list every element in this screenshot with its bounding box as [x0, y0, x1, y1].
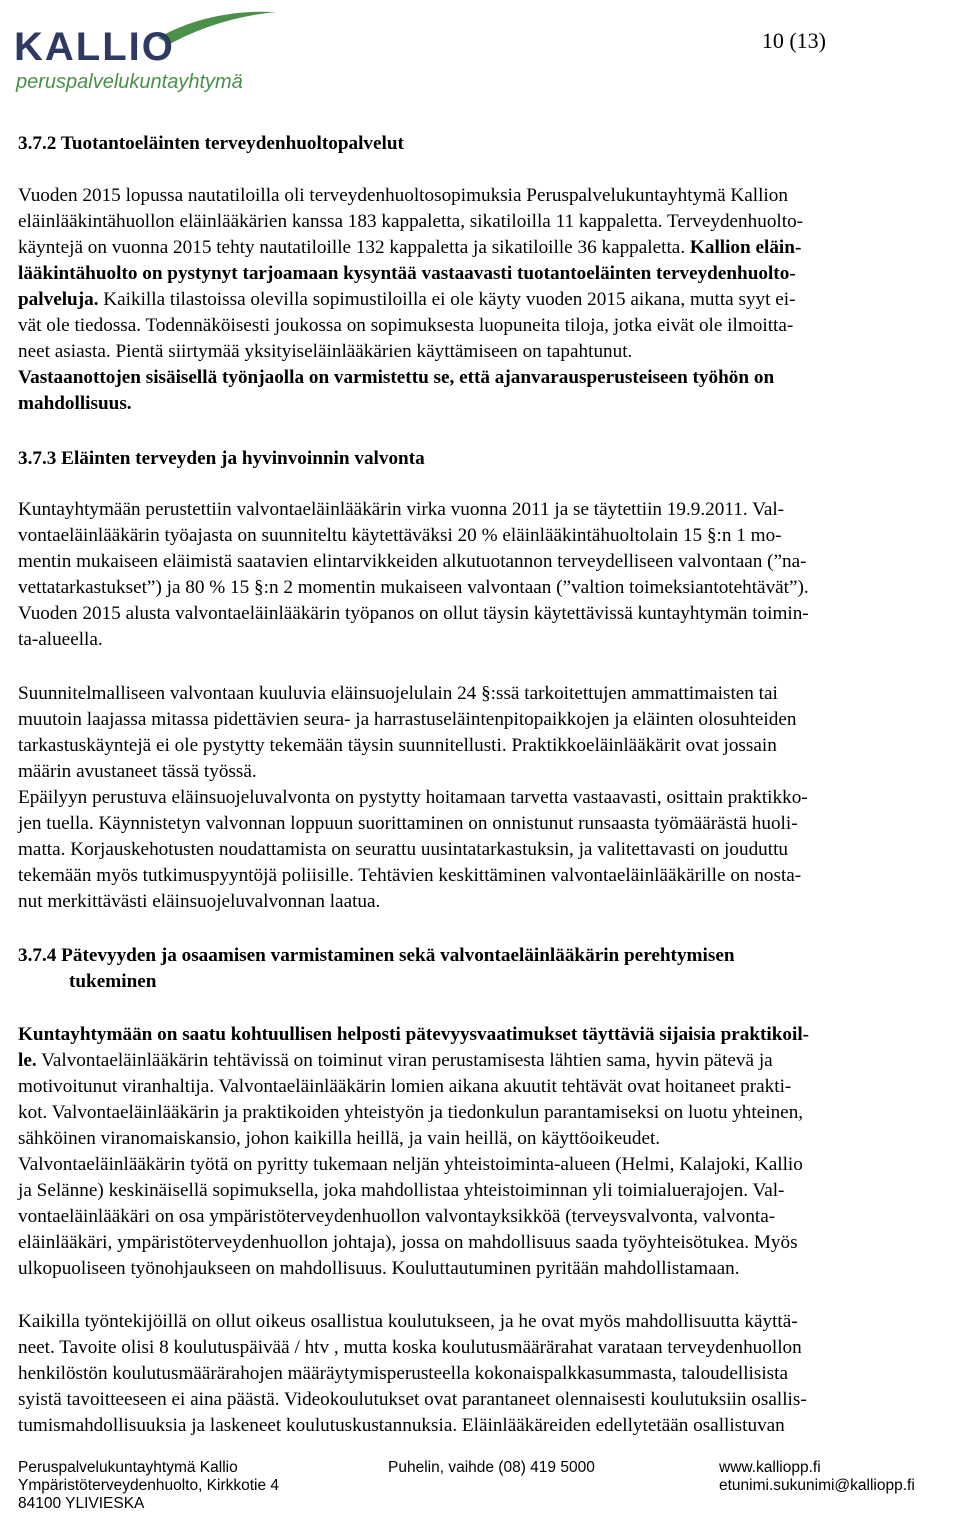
- paragraph-line: [18, 1050, 773, 1072]
- paragraph-line: sähköinen viranomaiskansio, johon kaikilla heillä, ja vain heillä, on käyttöoikeudet.: [18, 1128, 661, 1149]
- paragraph-line-bold: [18, 263, 796, 285]
- paragraph-line: eläinlääkäri, ympäristöterveydenhuollon johtaja), jossa on mahdollisuus saada työyhteisötukea. Myös: [18, 1232, 798, 1253]
- section-heading-3-7-4-cont: tukeminen: [69, 971, 157, 992]
- paragraph-line: nut merkittävästi eläinsuojeluvalvonnan laatua.: [18, 891, 381, 912]
- paragraph-line: määrin avustaneet tässä työssä.: [18, 761, 257, 782]
- paragraph-line: Valvontaeläinlääkärin työtä on pyritty tukemaan neljän yhteistoiminta-alueen (Helmi, Kalajoki, Kallio: [18, 1154, 803, 1175]
- paragraph-line-bold: Vastaanottojen sisäisellä työnjaolla on varmistettu se, että ajanvarausperusteiseen työhön on: [18, 367, 775, 388]
- footer-website-link[interactable]: www.kalliopp.fi: [719, 1459, 821, 1476]
- paragraph-line: neet. Tavoite olisi 8 koulutuspäivää / htv , mutta koska koulutusmäärärahat varataan terveydenhuollon: [18, 1337, 802, 1358]
- footer-phone: Puhelin, vaihde (08) 419 5000: [388, 1459, 595, 1476]
- paragraph-line: vontaeläinlääkäri on osa ympäristöterveydenhuollon valvontayksikköä (terveysvalvonta, valvonta-: [18, 1206, 776, 1227]
- paragraph-line: tarkastuskäyntejä ei ole pystytty tekemään täysin suunnitellusti. Praktikkoeläinlääkärit ovat jossain: [18, 735, 777, 756]
- bold-span: Kallion eläin-: [689, 237, 802, 258]
- paragraph-line: vät ole tiedossa. Todennäköisesti joukossa on sopimuksesta luopuneita tiloja, jotka eivät ole ilmoitta-: [18, 315, 794, 336]
- paragraph-line: Epäilyyn perustuva eläinsuojeluvalvonta on pystytty hoitamaan tarvetta vastaavasti, osittain praktikko-: [18, 787, 808, 808]
- paragraph-line: Vuoden 2015 lopussa nautatiloilla oli terveydenhuoltosopimuksia Peruspalvelukuntayhtymä Kallion: [18, 185, 788, 206]
- kallio-logo-graphic: [8, 8, 288, 100]
- paragraph-line: ta-alueella.: [18, 629, 103, 650]
- paragraph-line: motivoitunut viranhaltija. Valvontaeläinlääkärin lomien aikana akuutit tehtävät ovat hoitaneet prakti-: [18, 1076, 792, 1097]
- section-heading-3-7-4: 3.7.4 Pätevyyden ja osaamisen varmistaminen sekä valvontaeläinlääkärin perehtymisen: [18, 945, 735, 966]
- paragraph-line: eläinlääkintähuollon eläinlääkärien kanssa 183 kappaletta, sikatiloilla 11 kappaletta. Terveydenhuolto-: [18, 211, 804, 232]
- text-span: Kaikilla tilastoissa olevilla sopimustiloilla ei ole käyty vuoden 2015 aikana, mutta syyt ei-: [103, 289, 796, 310]
- paragraph-line: jen tuella. Käynnistetyn valvonnan loppuun suorittaminen on onnistunut runsaasta työmäärästä huoli-: [18, 813, 798, 834]
- bold-span: le.: [18, 1050, 37, 1071]
- paragraph-line-bold: Kuntayhtymään on saatu kohtuullisen helposti pätevyysvaatimukset täyttäviä sijaisia praktikoil-: [18, 1024, 810, 1045]
- paragraph-line: ulkopuoliseen työnohjaukseen on mahdollisuus. Kouluttautuminen pyritään mahdollistamaan.: [18, 1258, 740, 1279]
- kallio-logo: [8, 8, 288, 100]
- footer-address: Ympäristöterveydenhuolto, Kirkkotie 4: [18, 1477, 280, 1494]
- paragraph-line: syistä tavoitteeseen ei aina päästä. Videokoulutukset ovat parantaneet olennaisesti koulutuksiin osallis-: [18, 1389, 807, 1410]
- paragraph-line: tekemään myös tutkimuspyyntöjä poliisille. Tehtävien keskittäminen valvontaeläinlääkärille on nosta-: [18, 865, 802, 886]
- paragraph-line: [18, 289, 796, 311]
- bold-span: palveluja.: [18, 289, 99, 310]
- text-span: Valvontaeläinlääkärin tehtävissä on toiminut viran perustamisesta lähtien sama, hyvin pätevä ja: [41, 1050, 773, 1071]
- paragraph-line-bold: mahdollisuus.: [18, 393, 132, 414]
- logo-subtitle: peruspalvelukuntayhtymä: [16, 71, 243, 93]
- text-span: käyntejä on vuonna 2015 tehty nautatiloille 132 kappaletta ja sikatiloille 36 kappaletta.: [18, 237, 686, 258]
- paragraph-line: vontaeläinlääkärin työajasta on suunniteltu käytettäväksi 20 % eläinlääkintähuoltolain 15 §:n 1 mo-: [18, 525, 782, 546]
- paragraph-line: Suunnitelmalliseen valvontaan kuuluvia eläinsuojelulain 24 §:ssä tarkoitettujen ammattimaisten tai: [18, 683, 778, 704]
- paragraph-line: Vuoden 2015 alusta valvontaeläinlääkärin työpanos on ollut täysin käytettävissä kuntayhtymän toimin-: [18, 603, 809, 624]
- paragraph-line: henkilöstön koulutusmäärärahojen määräytymisperusteella kokonaispalkkasummasta, taloudellisista: [18, 1363, 788, 1384]
- paragraph-line: tumismahdollisuuksia ja laskeneet koulutuskustannuksia. Eläinlääkäreiden edellytetään osallistuvan: [18, 1415, 785, 1436]
- paragraph-line: kot. Valvontaeläinlääkärin ja praktikoiden yhteistyön ja tiedonkulun parantamiseksi on luotu yhteinen,: [18, 1102, 804, 1123]
- paragraph-line: Kuntayhtymään perustettiin valvontaeläinlääkärin virka vuonna 2011 ja se täytettiin 19.9.2011. Val-: [18, 499, 785, 520]
- logo-wordmark: KALLIO: [14, 25, 175, 69]
- paragraph-line: muutoin laajassa mitassa pidettävien seura- ja harrastuseläintenpitopaikkojen ja eläinten olosuhteiden: [18, 709, 797, 730]
- paragraph-line: mentin mukaiseen eläimistä saatavien elintarvikkeiden alkutuotannon terveydelliseen valvontaan (”na-: [18, 551, 807, 572]
- paragraph-line: Kaikilla työntekijöillä on ollut oikeus osallistua koulutukseen, ja he ovat myös mahdollisuutta käyttä-: [18, 1311, 798, 1332]
- bold-span: lääkintähuolto on pystynyt tarjoamaan kysyntää vastaavasti tuotantoeläinten terveydenhuolto-: [18, 263, 796, 284]
- paragraph-line: [18, 237, 801, 259]
- footer-org: Peruspalvelukuntayhtymä Kallio: [18, 1459, 238, 1476]
- section-heading-3-7-2: 3.7.2 Tuotantoeläinten terveydenhuoltopalvelut: [18, 133, 404, 154]
- footer-email-link[interactable]: etunimi.sukunimi@kalliopp.fi: [719, 1477, 915, 1494]
- section-heading-3-7-3: 3.7.3 Eläinten terveyden ja hyvinvoinnin valvonta: [18, 448, 425, 469]
- page-number: 10 (13): [761, 28, 826, 53]
- paragraph-line: neet asiasta. Pientä siirtymää yksityiseläinlääkärien käyttämiseen on tapahtunut.: [18, 341, 633, 362]
- paragraph-line: ja Selänne) keskinäisellä sopimuksella, joka mahdollistaa yhteistoiminnan yli toimialuerajojen. Val-: [18, 1180, 785, 1201]
- footer-city: 84100 YLIVIESKA: [18, 1495, 145, 1512]
- logo-swoosh-icon: [158, 12, 276, 44]
- paragraph-line: matta. Korjauskehotusten noudattamista on seurattu uusintatarkastuksin, ja valitettavasti on jouduttu: [18, 839, 789, 860]
- paragraph-line: vettatarkastukset”) ja 80 % 15 §:n 2 momentin mukaiseen valvontaan (”valtion toimeksiantotehtävät”).: [18, 577, 809, 598]
